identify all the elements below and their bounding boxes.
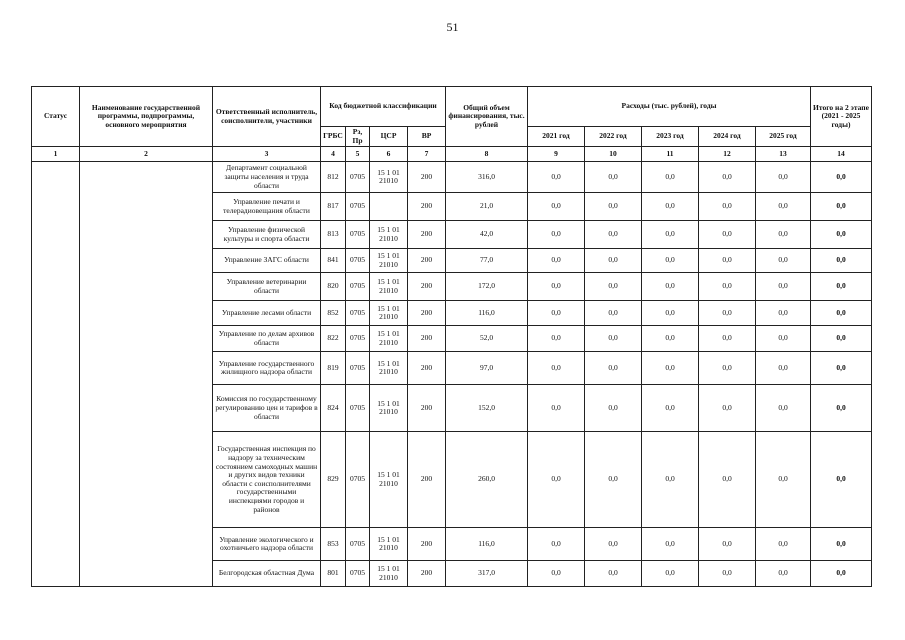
- stage-total-cell: 0,0: [811, 326, 872, 352]
- year-2022-cell: 0,0: [585, 301, 642, 326]
- year-2024-cell: 0,0: [699, 301, 756, 326]
- csr-cell: 15 1 01 21010: [370, 528, 408, 561]
- column-number: 4: [321, 147, 346, 162]
- year-2022-cell: 0,0: [585, 249, 642, 273]
- executor-cell: Управление физической культуры и спорта области: [213, 221, 321, 249]
- year-2022-cell: 0,0: [585, 193, 642, 221]
- year-2021-cell: 0,0: [528, 432, 585, 528]
- executor-cell: Управление печати и телерадиовещания области: [213, 193, 321, 221]
- year-2024-cell: 0,0: [699, 221, 756, 249]
- grbs-cell: 820: [321, 273, 346, 301]
- vr-cell: 200: [408, 385, 446, 432]
- year-2021-cell: 0,0: [528, 326, 585, 352]
- rzpr-cell: 0705: [346, 561, 370, 587]
- csr-cell: [370, 193, 408, 221]
- year-2021-cell: 0,0: [528, 528, 585, 561]
- column-number: 8: [446, 147, 528, 162]
- stage-total-cell: 0,0: [811, 528, 872, 561]
- year-2025-cell: 0,0: [756, 528, 811, 561]
- stage-total-cell: 0,0: [811, 301, 872, 326]
- year-2023-cell: 0,0: [642, 326, 699, 352]
- year-2022-cell: 0,0: [585, 352, 642, 385]
- executor-cell: Белгородская областная Дума: [213, 561, 321, 587]
- header-total-volume: Общий объем финансирования, тыс. рублей: [446, 87, 528, 147]
- rzpr-cell: 0705: [346, 432, 370, 528]
- executor-cell: Управление ЗАГС области: [213, 249, 321, 273]
- header-year-2023: 2023 год: [642, 127, 699, 147]
- year-2022-cell: 0,0: [585, 221, 642, 249]
- total-volume-cell: 52,0: [446, 326, 528, 352]
- year-2024-cell: 0,0: [699, 528, 756, 561]
- header-name: Наименование государственной программы, подпрограммы, основного мероприятия: [80, 87, 213, 147]
- year-2021-cell: 0,0: [528, 193, 585, 221]
- column-number: 3: [213, 147, 321, 162]
- year-2023-cell: 0,0: [642, 385, 699, 432]
- rzpr-cell: 0705: [346, 249, 370, 273]
- year-2024-cell: 0,0: [699, 561, 756, 587]
- total-volume-cell: 317,0: [446, 561, 528, 587]
- stage-total-cell: 0,0: [811, 561, 872, 587]
- year-2021-cell: 0,0: [528, 301, 585, 326]
- vr-cell: 200: [408, 162, 446, 193]
- grbs-cell: 822: [321, 326, 346, 352]
- csr-cell: 15 1 01 21010: [370, 162, 408, 193]
- rzpr-cell: 0705: [346, 528, 370, 561]
- total-volume-cell: 172,0: [446, 273, 528, 301]
- header-year-2025: 2025 год: [756, 127, 811, 147]
- vr-cell: 200: [408, 273, 446, 301]
- year-2024-cell: 0,0: [699, 432, 756, 528]
- column-number: 5: [346, 147, 370, 162]
- executor-cell: Управление государственного жилищного надзора области: [213, 352, 321, 385]
- column-number: 13: [756, 147, 811, 162]
- stage-total-cell: 0,0: [811, 273, 872, 301]
- column-number: 2: [80, 147, 213, 162]
- total-volume-cell: 152,0: [446, 385, 528, 432]
- executor-cell: Государственная инспекция по надзору за техническим состоянием самоходных машин и других видов техники области с соисполнителями государственными инспекциями городов и районов: [213, 432, 321, 528]
- year-2024-cell: 0,0: [699, 385, 756, 432]
- vr-cell: 200: [408, 528, 446, 561]
- vr-cell: 200: [408, 561, 446, 587]
- grbs-cell: 819: [321, 352, 346, 385]
- csr-cell: 15 1 01 21010: [370, 326, 408, 352]
- column-number: 14: [811, 147, 872, 162]
- csr-cell: 15 1 01 21010: [370, 273, 408, 301]
- csr-cell: 15 1 01 21010: [370, 432, 408, 528]
- table-row: [32, 162, 872, 193]
- executor-cell: Управление по делам архивов области: [213, 326, 321, 352]
- csr-cell: 15 1 01 21010: [370, 221, 408, 249]
- grbs-cell: 817: [321, 193, 346, 221]
- year-2025-cell: 0,0: [756, 326, 811, 352]
- stage-total-cell: 0,0: [811, 193, 872, 221]
- csr-cell: 15 1 01 21010: [370, 352, 408, 385]
- total-volume-cell: 42,0: [446, 221, 528, 249]
- header-year-2022: 2022 год: [585, 127, 642, 147]
- csr-cell: 15 1 01 21010: [370, 385, 408, 432]
- year-2024-cell: 0,0: [699, 326, 756, 352]
- year-2025-cell: 0,0: [756, 385, 811, 432]
- stage-total-cell: 0,0: [811, 221, 872, 249]
- year-2025-cell: 0,0: [756, 162, 811, 193]
- header-grbs: ГРБС: [321, 127, 346, 147]
- year-2023-cell: 0,0: [642, 561, 699, 587]
- header-year-2021: 2021 год: [528, 127, 585, 147]
- year-2023-cell: 0,0: [642, 432, 699, 528]
- year-2022-cell: 0,0: [585, 326, 642, 352]
- year-2021-cell: 0,0: [528, 352, 585, 385]
- header-status: Статус: [32, 87, 80, 147]
- year-2025-cell: 0,0: [756, 221, 811, 249]
- year-2023-cell: 0,0: [642, 221, 699, 249]
- year-2021-cell: 0,0: [528, 385, 585, 432]
- year-2023-cell: 0,0: [642, 162, 699, 193]
- column-number: 9: [528, 147, 585, 162]
- vr-cell: 200: [408, 432, 446, 528]
- stage-total-cell: 0,0: [811, 352, 872, 385]
- year-2022-cell: 0,0: [585, 528, 642, 561]
- year-2021-cell: 0,0: [528, 249, 585, 273]
- grbs-cell: 829: [321, 432, 346, 528]
- year-2025-cell: 0,0: [756, 352, 811, 385]
- year-2025-cell: 0,0: [756, 301, 811, 326]
- grbs-cell: 812: [321, 162, 346, 193]
- executor-cell: Управление экологического и охотничьего надзора области: [213, 528, 321, 561]
- year-2025-cell: 0,0: [756, 273, 811, 301]
- column-number-row: [32, 147, 872, 162]
- column-number: 1: [32, 147, 80, 162]
- year-2023-cell: 0,0: [642, 193, 699, 221]
- year-2024-cell: 0,0: [699, 273, 756, 301]
- rzpr-cell: 0705: [346, 326, 370, 352]
- executor-cell: Департамент социальной защиты населения и труда области: [213, 162, 321, 193]
- csr-cell: 15 1 01 21010: [370, 249, 408, 273]
- vr-cell: 200: [408, 193, 446, 221]
- grbs-cell: 813: [321, 221, 346, 249]
- year-2021-cell: 0,0: [528, 162, 585, 193]
- year-2023-cell: 0,0: [642, 352, 699, 385]
- executor-cell: Управление лесами области: [213, 301, 321, 326]
- grbs-cell: 801: [321, 561, 346, 587]
- csr-cell: 15 1 01 21010: [370, 301, 408, 326]
- table-body: [32, 147, 872, 587]
- header-executor: Ответственный исполнитель, соисполнители, участники: [213, 87, 321, 147]
- rzpr-cell: 0705: [346, 162, 370, 193]
- budget-table: [31, 86, 872, 587]
- column-number: 7: [408, 147, 446, 162]
- rzpr-cell: 0705: [346, 193, 370, 221]
- header-expenses: Расходы (тыс. рублей), годы: [528, 87, 811, 127]
- grbs-cell: 852: [321, 301, 346, 326]
- name-cell: [80, 162, 213, 587]
- header-year-2024: 2024 год: [699, 127, 756, 147]
- year-2025-cell: 0,0: [756, 193, 811, 221]
- csr-cell: 15 1 01 21010: [370, 561, 408, 587]
- year-2024-cell: 0,0: [699, 162, 756, 193]
- column-number: 6: [370, 147, 408, 162]
- rzpr-cell: 0705: [346, 352, 370, 385]
- year-2023-cell: 0,0: [642, 249, 699, 273]
- year-2022-cell: 0,0: [585, 561, 642, 587]
- vr-cell: 200: [408, 221, 446, 249]
- column-number: 11: [642, 147, 699, 162]
- year-2022-cell: 0,0: [585, 162, 642, 193]
- year-2023-cell: 0,0: [642, 528, 699, 561]
- executor-cell: Управление ветеринарии области: [213, 273, 321, 301]
- total-volume-cell: 316,0: [446, 162, 528, 193]
- column-number: 12: [699, 147, 756, 162]
- year-2024-cell: 0,0: [699, 352, 756, 385]
- year-2021-cell: 0,0: [528, 273, 585, 301]
- year-2024-cell: 0,0: [699, 249, 756, 273]
- grbs-cell: 841: [321, 249, 346, 273]
- year-2025-cell: 0,0: [756, 249, 811, 273]
- year-2022-cell: 0,0: [585, 432, 642, 528]
- vr-cell: 200: [408, 301, 446, 326]
- rzpr-cell: 0705: [346, 301, 370, 326]
- stage-total-cell: 0,0: [811, 249, 872, 273]
- grbs-cell: 824: [321, 385, 346, 432]
- year-2021-cell: 0,0: [528, 561, 585, 587]
- header-rzpr: Рз, Пр: [346, 127, 370, 147]
- budget-sheet: [31, 86, 871, 587]
- executor-cell: Комиссия по государственному регулированию цен и тарифов в области: [213, 385, 321, 432]
- year-2022-cell: 0,0: [585, 273, 642, 301]
- year-2025-cell: 0,0: [756, 561, 811, 587]
- vr-cell: 200: [408, 326, 446, 352]
- stage-total-cell: 0,0: [811, 432, 872, 528]
- column-number: 10: [585, 147, 642, 162]
- header-vr: ВР: [408, 127, 446, 147]
- vr-cell: 200: [408, 249, 446, 273]
- total-volume-cell: 77,0: [446, 249, 528, 273]
- grbs-cell: 853: [321, 528, 346, 561]
- year-2021-cell: 0,0: [528, 221, 585, 249]
- rzpr-cell: 0705: [346, 385, 370, 432]
- header-csr: ЦСР: [370, 127, 408, 147]
- header-total-stage: Итого на 2 этапе (2021 - 2025 годы): [811, 87, 872, 147]
- total-volume-cell: 116,0: [446, 301, 528, 326]
- vr-cell: 200: [408, 352, 446, 385]
- rzpr-cell: 0705: [346, 273, 370, 301]
- stage-total-cell: 0,0: [811, 385, 872, 432]
- total-volume-cell: 260,0: [446, 432, 528, 528]
- year-2022-cell: 0,0: [585, 385, 642, 432]
- total-volume-cell: 116,0: [446, 528, 528, 561]
- year-2024-cell: 0,0: [699, 193, 756, 221]
- stage-total-cell: 0,0: [811, 162, 872, 193]
- page-number: 51: [446, 20, 459, 34]
- year-2023-cell: 0,0: [642, 301, 699, 326]
- year-2023-cell: 0,0: [642, 273, 699, 301]
- header-budget-code: Код бюджетной классификации: [321, 87, 446, 127]
- total-volume-cell: 21,0: [446, 193, 528, 221]
- status-cell: [32, 162, 80, 587]
- year-2025-cell: 0,0: [756, 432, 811, 528]
- total-volume-cell: 97,0: [446, 352, 528, 385]
- rzpr-cell: 0705: [346, 221, 370, 249]
